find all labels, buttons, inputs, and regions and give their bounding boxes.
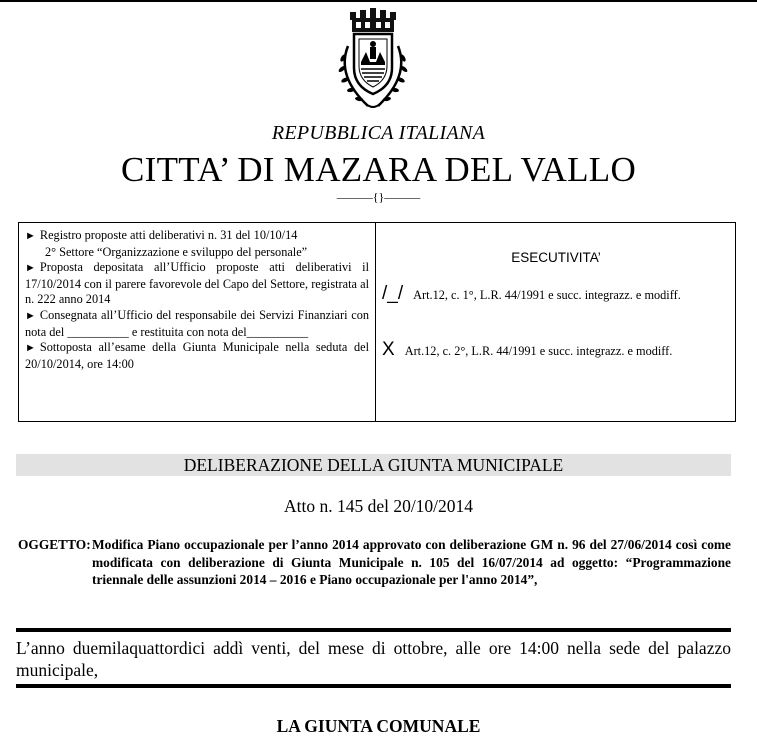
registry-column <box>19 223 376 421</box>
option-2-mark: X <box>382 339 395 360</box>
act-number: Atto n. 145 del 20/10/2014 <box>283 496 474 516</box>
session-date-text: L’anno duemilaquattordici addì venti, del mese di ottobre, alle ore 14:00 nella sede del palazzo municipale, <box>16 638 731 680</box>
ornament-divider: ———{}——— <box>336 190 421 204</box>
registry-info-box <box>18 222 736 422</box>
subject-block <box>18 536 731 589</box>
deliberation-banner: DELIBERAZIONE DELLA GIUNTA MUNICIPALE <box>16 454 731 476</box>
horizontal-rule-bottom <box>16 684 731 688</box>
executivity-title: ESECUTIVITA’ <box>511 250 601 265</box>
horizontal-rule-top <box>16 628 731 632</box>
option-1-mark: /_/ <box>382 283 404 304</box>
option-1-text: Art.12, c. 1°, L.R. 44/1991 e succ. integrazz. e modiff. <box>413 288 681 302</box>
option-2-text: Art.12, c. 2°, L.R. 44/1991 e succ. integrazz. e modiff. <box>404 344 673 358</box>
triangle-bullet-icon: ► <box>25 309 36 322</box>
executivity-column <box>377 223 735 421</box>
triangle-bullet-icon: ► <box>25 262 36 275</box>
council-heading: LA GIUNTA COMUNALE <box>276 716 481 736</box>
subject-label: OGGETTO: <box>18 537 91 552</box>
executivity-option-2 <box>382 339 722 362</box>
top-border <box>0 0 757 2</box>
city-coat-of-arms-emblem <box>330 6 416 114</box>
settore-entry: 2° Settore “Organizzazione e sviluppo del personale” <box>45 244 308 259</box>
city-title: CITTA’ DI MAZARA DEL VALLO <box>120 150 637 189</box>
sottoposta-entry: ► Sottoposta all’esame della Giunta Municipale nella seduta del 20/10/2014, ore 14:00 <box>25 340 369 371</box>
consegnata-entry: ► Consegnata all’Ufficio del responsabile dei Servizi Finanziari con nota del __________ e restituita con nota del__________ <box>25 307 369 339</box>
subject-text: Modifica Piano occupazionale per l’anno 2014 approvato con deliberazione GM n. 96 del 27/06/2014 così come modificata con deliberazione di Giunta Municipale n. 105 del 16/07/2014 ad oggetto: “Programmazione triennale delle assunzioni 2014 – 2016 e Piano occupazionale per l'anno 2014”, <box>92 537 731 587</box>
republic-heading: REPUBBLICA ITALIANA <box>271 122 486 144</box>
triangle-bullet-icon: ► <box>25 230 36 242</box>
triangle-bullet-icon: ► <box>25 342 36 355</box>
proposta-entry: ► Proposta depositata all’Ufficio proposte atti deliberativi il 17/10/2014 con il parere favorevole del Capo del Settore, registrata al n. 222 anno 2014 <box>25 260 369 307</box>
registro-entry: ► Registro proposte atti deliberativi n. 31 del 10/10/14 <box>25 228 298 242</box>
executivity-option-1 <box>382 283 722 306</box>
